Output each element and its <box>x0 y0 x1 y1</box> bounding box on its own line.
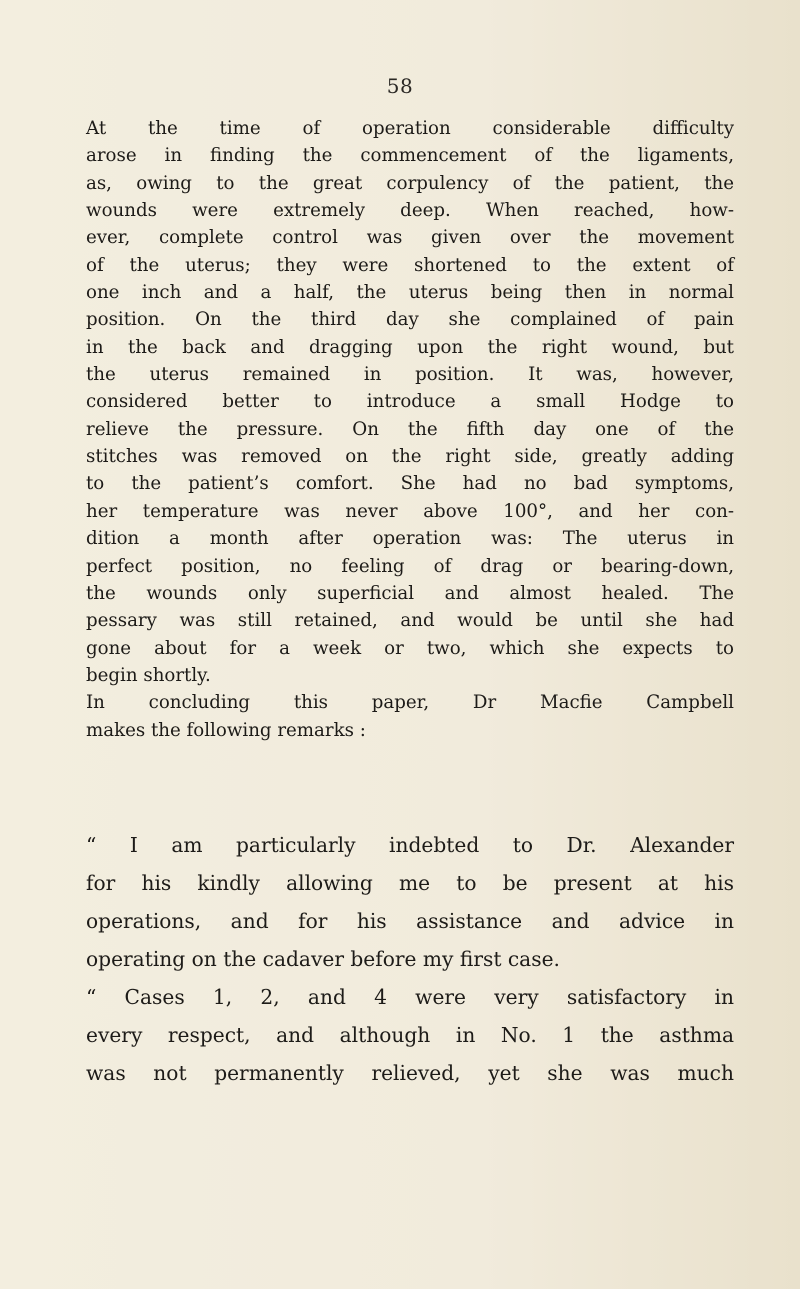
quote-line: every respect, and although in No. 1 the asthma <box>86 1023 734 1047</box>
text-line: position. On the third day she complained of pain <box>86 309 734 331</box>
text-line: In concluding this paper, Dr Macfie Campbell <box>86 692 734 714</box>
text-line: of the uterus; they were shortened to the extent of <box>86 254 734 276</box>
text-line: considered better to introduce a small Hodge to <box>86 391 734 413</box>
text-line: the uterus remained in position. It was, however, <box>86 364 734 386</box>
text-line: to the patient’s comfort. She had no bad symptoms, <box>86 473 734 495</box>
text-line: dition a month after operation was: The uterus in <box>86 528 734 550</box>
quote-line: “ I am particularly indebted to Dr. Alexander <box>86 833 734 857</box>
text-line: perfect position, no feeling of drag or bearing-down, <box>86 555 734 577</box>
text-line: her temperature was never above 100°, and her con- <box>86 500 734 522</box>
quote-line: operating on the cadaver before my first case. <box>86 947 560 971</box>
quotation-block <box>86 826 734 1092</box>
text-line: pessary was still retained, and would be until she had <box>86 610 734 632</box>
text-line: one inch and a half, the uterus being then in normal <box>86 282 734 304</box>
text-line: wounds were extremely deep. When reached, how- <box>86 200 734 222</box>
text-line: gone about for a week or two, which she expects to <box>86 637 734 659</box>
text-line: relieve the pressure. On the fifth day one of the <box>86 418 734 440</box>
text-line: stitches was removed on the right side, greatly adding <box>86 446 734 468</box>
quote-line: operations, and for his assistance and advice in <box>86 909 734 933</box>
text-line: begin shortly. <box>86 664 211 686</box>
quote-line: “ Cases 1, 2, and 4 were very satisfactory in <box>86 985 734 1009</box>
quote-line: was not permanently relieved, yet she was much <box>86 1061 734 1085</box>
text-line: makes the following remarks : <box>86 719 366 741</box>
text-line: the wounds only superficial and almost healed. The <box>86 582 734 604</box>
text-line: ever, complete control was given over the movement <box>86 227 734 249</box>
text-line: arose in finding the commencement of the ligaments, <box>86 145 734 167</box>
text-line: in the back and dragging upon the right wound, but <box>86 336 734 358</box>
quote-line: for his kindly allowing me to be present at his <box>86 871 734 895</box>
page-number: 58 <box>386 74 414 98</box>
text-line: as, owing to the great corpulency of the patient, the <box>86 172 734 194</box>
text-line: At the time of operation considerable difficulty <box>86 118 734 139</box>
case-report-paragraph <box>86 115 734 744</box>
